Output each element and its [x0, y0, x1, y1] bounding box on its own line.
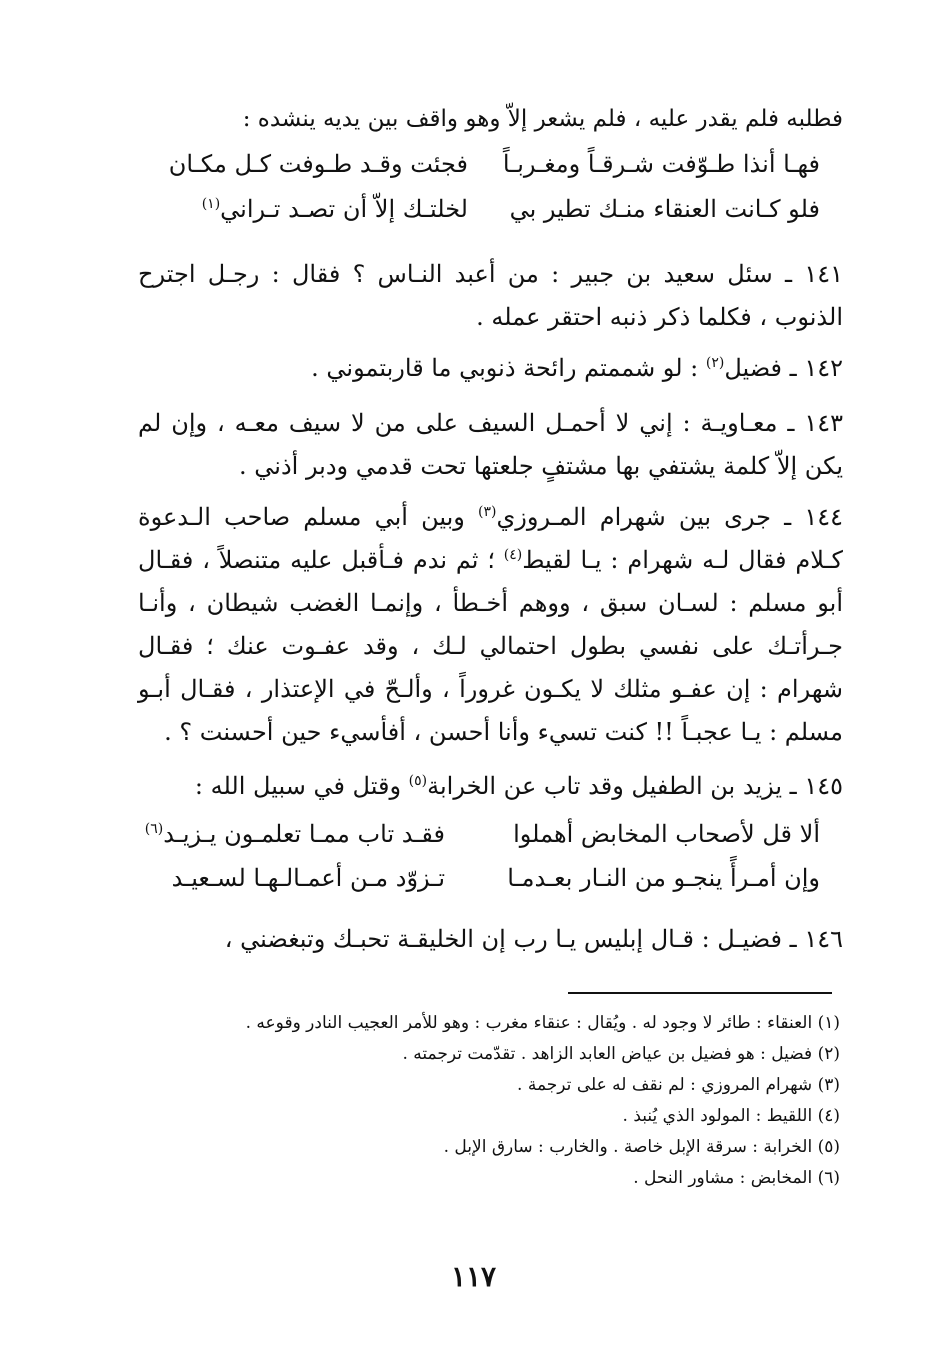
footnote-ref-4: (٤)	[503, 547, 523, 563]
verse-1-hemistich-1: فهـا أنذا طـوّفت شـرقـاً ومغـربـاً	[502, 150, 820, 178]
footnote-2: (٢) فضيل : هو فضيل بن عياض العابد الزاهد . تقدّمت ترجمته .	[402, 1044, 840, 1064]
verse-1-hemistich-2: فجئت وقـد طـوفت كـل مكـان	[168, 150, 468, 178]
footnote-3: (٣) شهرام المروزي : لم نقف له على ترجمة .	[517, 1075, 840, 1095]
verse-1	[150, 150, 830, 192]
footnote-ref-5: (٥)	[408, 773, 428, 789]
verse-3	[144, 820, 830, 862]
verse-4-hemistich-2: تـزوّد مـن أعمـالـهـا لسـعيـد	[171, 864, 445, 892]
footnote-4: (٤) اللقيط : المولود الذي يُنبذ .	[622, 1106, 840, 1126]
footnote-1: (١) العنقاء : طائر لا وجود له . ويُقال : عنقاء مغرب : وهو للأمر العجيب النادر وقوعه .	[245, 1013, 840, 1033]
paragraph-144: ١٤٤ ـ جرى بين شهرام المـروزي$^{(٣)}$ وبين أبي مسلم صاحب الـدعوة كـلام فقال لـه شهرام : يـا لقيط$^{(٤)}$ ؛ ثم ندم فـأقبل عليه متنصلاً ، فقـال أبو مسلم : لسـان سبق ، ووهم أخـطأ ، وإنمـا الغضب شيطان ، وأنـا جـرأتـك على نفسي بطول احتمالي لـك ، وقد عفـوت عنك ؛ فقـال شهرام : إن عفـو مثلك لا يكـون غروراً ، وألـحّ في الإعتذار ، فقـال أبـو مسلم : يـا عجبـاً !! كنت تسيء وأنا أحسن ، أفأسيء حين أحسنت ؟ .	[138, 503, 843, 746]
paragraph-143: ١٤٣ ـ معـاويـة : إني لا أحمـل السيف على من لا سيف معـه ، وإن لم يكن إلاّ كلمة يشتفي بها مشتفٍ جلعتها تحت قدمي ودبر أذني .	[138, 409, 843, 480]
verse-3-hemistich-2: فقـد تاب ممـا تعلمـون يـزيـد$^{(٦)}$	[144, 820, 445, 848]
footnote-ref-2: (٢)	[705, 355, 725, 371]
verse-4	[150, 864, 830, 906]
footnote-separator	[568, 992, 832, 994]
verse-2	[150, 195, 830, 237]
paragraph-141: ١٤١ ـ سئل سعيد بن جبير : من أعبد النـاس ؟ فقال : رجـل اجترح الذنوب ، فكلما ذكر ذنبه احتقر عمله .	[138, 260, 843, 331]
paragraph-146: ١٤٦ ـ فضيـل : قـال إبليس يـا رب إن الخليقـة تحبـك وتبغضني ،	[224, 925, 843, 953]
footnote-5: (٥) الخرابة : سرقة الإبل خاصة . والخارب : سارق الإبل .	[443, 1137, 840, 1157]
footnote-ref-3: (٣)	[478, 504, 497, 520]
paragraph-142: ١٤٢ ـ فضيل$^{(٢)}$ : لو شممتم رائحة ذنوبي ما قاربتموني .	[311, 354, 843, 382]
verse-2-hemistich-2: لخلتـك إلاّ أن تصـد تـراني$^{(١)}$	[201, 195, 468, 223]
verse-3-hemistich-1: ألا قل لأصحاب المخابض أهملوا	[513, 820, 820, 848]
intro-line: فطلبه فلم يقدر عليه ، فلم يشعر إلاّ وهو واقف بين يديه ينشده :	[242, 106, 843, 132]
footnote-ref-1: (١)	[201, 196, 221, 212]
verse-4-hemistich-1: وإن أمـرأً ينجـو من النـار بعـدمـا	[507, 864, 820, 892]
page-number: ١١٧	[450, 1260, 497, 1293]
footnote-6: (٦) المخابض : مشاور النحل .	[633, 1168, 840, 1188]
paragraph-145: ١٤٥ ـ يزيد بن الطفيل وقد تاب عن الخرابة$^{(٥)}$ وقتل في سبيل الله :	[194, 772, 843, 800]
footnotes	[160, 1008, 840, 1194]
footnote-ref-6: (٦)	[144, 821, 164, 837]
verse-2-hemistich-1: فلو كـانت العنقاء منـك تطير بي	[509, 195, 820, 223]
